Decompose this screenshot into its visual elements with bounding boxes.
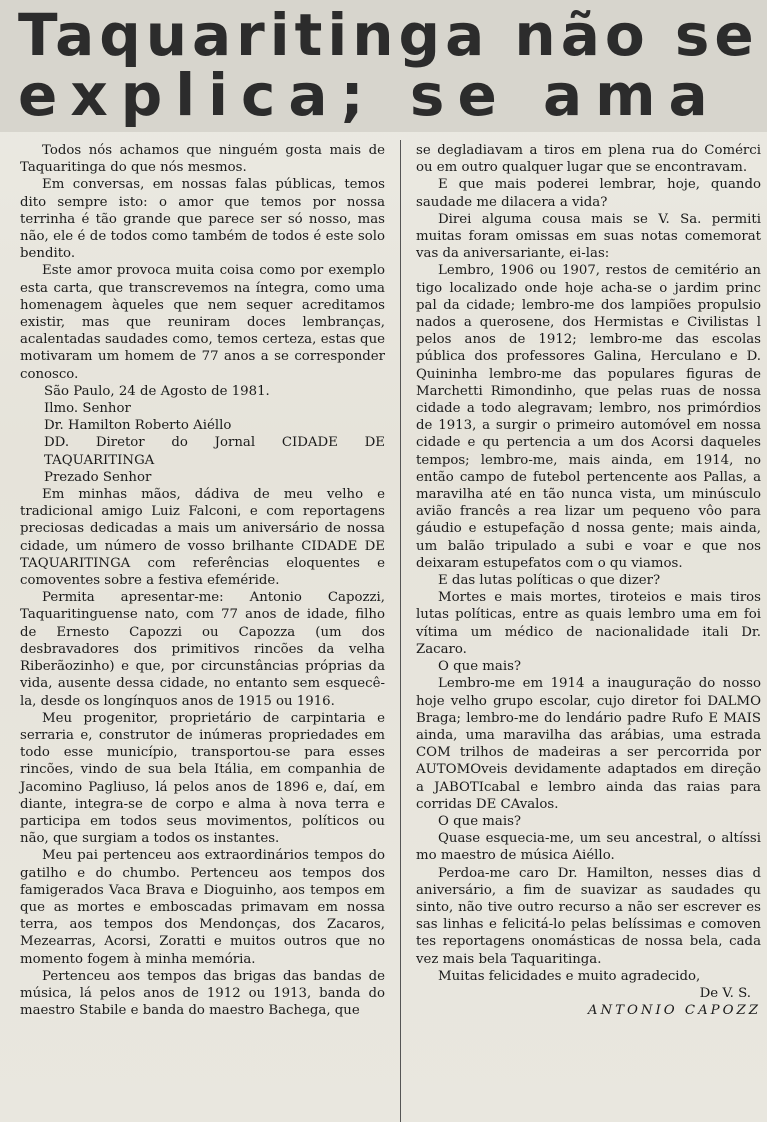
paragraph: Meu progenitor, proprietário de carpintaria e serraria e, construtor de inúmeras propriedades em todo esse município, transportou-se para esses rincões, vindo de sua bela Itália, em companhia de Jacomino Pagliuso, lá pelos anos de 1896 e, daí, em diante, integra-se de corpo e alma à nova terra e participa em todos seus movimentos, políticos ou não, que surgiam a todos os instantes. [20,710,385,847]
paragraph: O que mais? [438,813,522,829]
column-divider [400,140,401,1122]
paragraph: Perdoa-me caro Dr. Hamilton, nesses dias d aniversário, a fim de suavizar as saudades qu sinto, não tive outro recurso a não ser escrever es sas linhas e felicitá-lo pelas belíssimas e comoven tes reportagens onomásticas de nossa bela, cada vez mais bela Taquaritinga. [416,865,761,967]
paragraph: Muitas felicidades e muito agradecido, [438,968,701,984]
headline-line-2: explica; se ama [18,61,721,129]
paragraph: Pertenceu aos tempos das brigas das bandas de música, lá pelos anos de 1912 ou 1913, banda do maestro Stabile e banda do maestro Bachega, que [20,968,385,1019]
paragraph: Em conversas, em nossas falas públicas, temos dito sempre isto: o amor que temos por nossa terrinha é tão grande que parece ser só nosso, mas não, ele é de todos como também de todos é este solo bendito. [20,177,385,262]
paragraph: se degladiavam a tiros em plena rua do Comérci ou em outro qualquer lugar que se encontravam. [416,143,761,176]
paragraph: DD. Diretor do Jornal CIDADE DE TAQUARITINGA [44,435,385,468]
paragraph: E que mais poderei lembrar, hoje, quando saudade me dilacera a vida? [416,177,761,210]
paragraph: São Paulo, 24 de Agosto de 1981. [44,383,270,399]
paragraph: O que mais? [438,659,522,675]
left-column [20,142,385,1019]
paragraph: Lembro, 1906 ou 1907, restos de cemitério an tigo localizado onde hoje acha-se o jardim princ pal da cidade; lembro-me dos lampiões propulsio nados a querosene, dos Hermistas e Civilistas l pelos anos de 1912; lembro-me das escolas pública dos professores Galina, Herculano e D. Quininha lembro-me das populares figuras de Marchetti Rimondinho, que pelas ruas de nossa cidade a todo alegravam; lembro, nos primórdios de 1913, a surgir o primeiro automóvel em nossa cidade e qu pertencia a um dos Acorsi daqueles tempos; lembro-me, mais ainda, em 1914, no então campo de futebol pertencente aos Pallas, a maravilha até en tão nunca vista, um minúsculo avião francês a rea lizar um pequeno vôo para gáudio e estupefação d nossa gente; mais ainda, um balão tripulado a subi e voar e que nos deixaram estupefatos com o qu viamos. [416,263,761,571]
paragraph: De V. S. [699,985,751,1001]
paragraph: Prezado Senhor [44,469,152,485]
paragraph: Direi alguma cousa mais se V. Sa. permiti muitas foram omissas em suas notas comemorat vas da aniversariante, ei-las: [416,211,761,262]
paragraph: Ilmo. Senhor [44,401,131,417]
right-column [416,142,761,1019]
headline-line-1: Taquaritinga não se [18,1,759,69]
paragraph: Quase esquecia-me, um seu ancestral, o altíssi mo maestro de música Aiéllo. [416,831,761,864]
paragraph: Meu pai pertenceu aos extraordinários tempos do gatilho e do chumbo. Pertenceu aos tempos dos famigerados Vaca Brava e Dioguinho, aos tempos em que as mortes e emboscadas primavam em nossa terra, aos tempos dos Mendonças, dos Zacaros, Mezearras, Acorsi, Zoratti e muitos outros que no momento fogem à minha memória. [20,848,385,967]
headline-banner [0,0,767,132]
paragraph: E das lutas políticas o que dizer? [438,573,661,589]
paragraph: Todos nós achamos que ninguém gosta mais de Taquaritinga do que nós mesmos. [20,143,385,176]
paragraph: Este amor provoca muita coisa como por exemplo esta carta, que transcrevemos na íntegra, como uma homenagem àqueles que nem sequer acreditamos existir, mas que reuniram doces lembranças, acalentadas saudades como, temos certeza, estas que motivaram um homem de 77 anos a se corresponder conosco. [20,263,385,382]
paragraph: Mortes e mais mortes, tiroteios e mais tiros lutas políticas, entre as quais lembro uma em foi vítima um médico de nacionalidade itali Dr. Zacaro. [416,590,761,657]
paragraph: ANTONIO CAPOZZ [587,1003,761,1019]
paragraph: Lembro-me em 1914 a inauguração do nosso hoje velho grupo escolar, cujo diretor foi DALMO Braga; lembro-me do lendário padre Rufo E MAIS ainda, uma maravilha das arábias, uma estrada COM trilhos de madeiras a ser percorrida por AUTOMOveis devidamente adaptados em direção a JABOTIcabal e lembro ainda das raias para corridas DE CAvalos. [416,676,761,812]
paragraph: Dr. Hamilton Roberto Aiéllo [44,418,232,434]
paragraph: Em minhas mãos, dádiva de meu velho e tradicional amigo Luiz Falconi, e com reportagens preciosas dedicadas a mais um aniversário de nossa cidade, um número de vosso brilhante CIDADE DE TAQUARITINGA com referências eloquentes e comoventes sobre a festiva efeméride. [20,487,385,589]
paragraph: Permita apresentar-me: Antonio Capozzi, Taquaritinguense nato, com 77 anos de idade, filho de Ernesto Capozzi ou Capozza (um dos desbravadores dos primitivos rincões da velha Riberãozinho) e que, por circunstâncias próprias da vida, ausente dessa cidade, no entanto sem esquecê-la, desde os longínquos anos de 1915 ou 1916. [20,590,385,709]
